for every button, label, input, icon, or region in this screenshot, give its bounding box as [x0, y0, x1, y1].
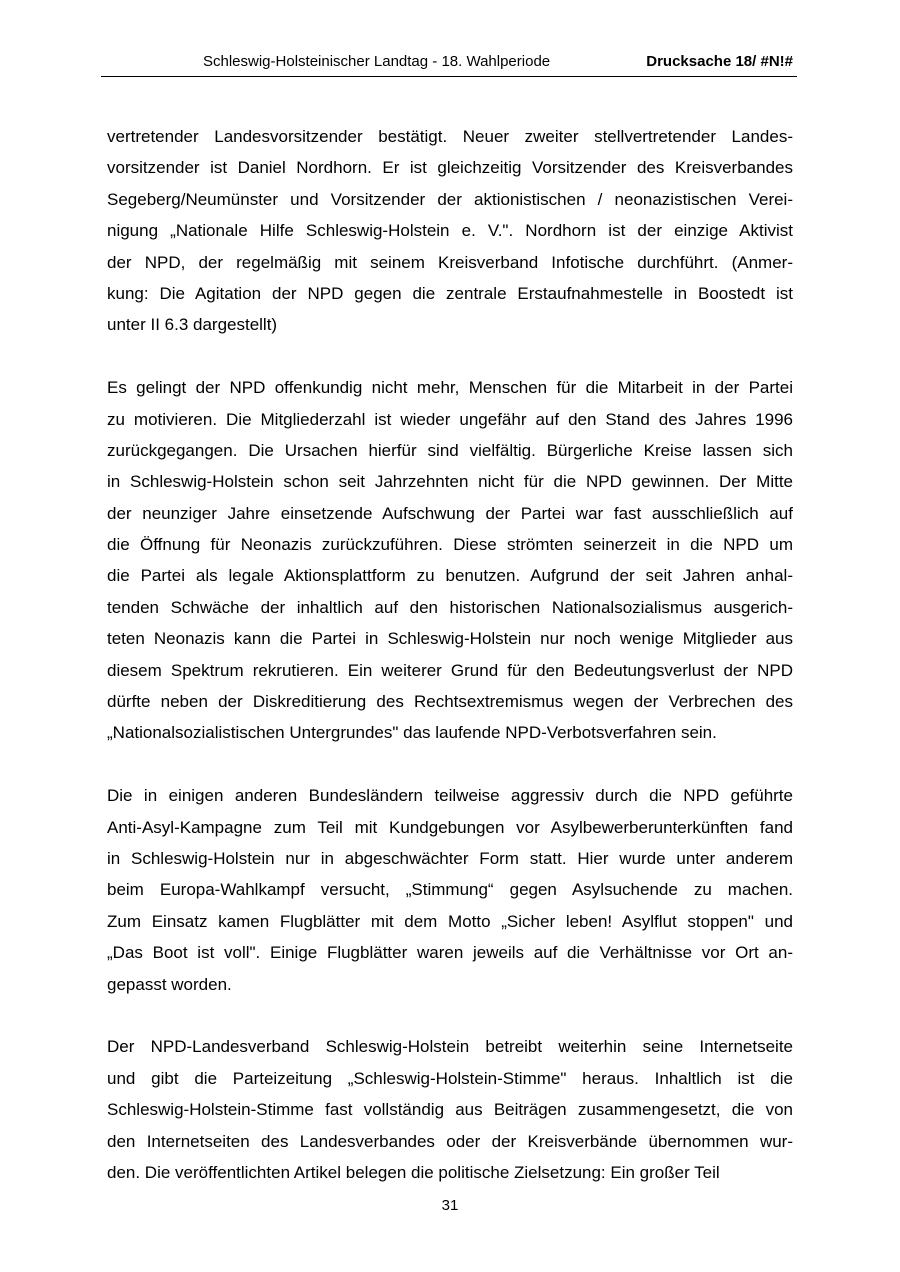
text-line: zurückgegangen. Die Ursachen hierfür sind vielfältig. Bürgerliche Kreise lassen sich [107, 440, 793, 460]
text-line: Segeberg/Neumünster und Vorsitzender der aktionistischen / neonazistischen Verei- [107, 189, 793, 209]
paragraph [107, 780, 793, 1000]
text-line: gepasst worden. [107, 974, 232, 994]
text-line: Anti-Asyl-Kampagne zum Teil mit Kundgebungen vor Asylbewerberunterkünften fand [107, 817, 793, 837]
text-line: der neunziger Jahre einsetzende Aufschwung der Partei war fast ausschließlich auf [107, 503, 793, 523]
text-line: beim Europa-Wahlkampf versucht, „Stimmung“ gegen Asylsuchende zu machen. [107, 880, 793, 900]
paragraph [107, 1031, 793, 1188]
header-title: Schleswig-Holsteinischer Landtag - 18. Wahlperiode [203, 53, 551, 70]
text-line: Zum Einsatz kamen Flugblätter mit dem Motto „Sicher leben! Asylflut stoppen" und [107, 911, 793, 931]
header-divider [101, 76, 797, 77]
text-line: die Öffnung für Neonazis zurückzuführen. Diese strömten seinerzeit in die NPD um [107, 535, 793, 555]
text-line: Es gelingt der NPD offenkundig nicht mehr, Menschen für die Mitarbeit in der Partei [107, 378, 793, 398]
text-line: tenden Schwäche der inhaltlich auf den historischen Nationalsozialismus ausgerich- [107, 597, 793, 617]
text-line: den. Die veröffentlichten Artikel belegen die politische Zielsetzung: Ein großer Teil [107, 1162, 720, 1182]
page-number: 31 [441, 1197, 459, 1214]
text-line: diesem Spektrum rekrutieren. Ein weiterer Grund für den Bedeutungsverlust der NPD [107, 660, 793, 680]
text-line: die Partei als legale Aktionsplattform zu benutzen. Aufgrund der seit Jahren anhal- [107, 566, 793, 586]
document-number: Drucksache 18/ #N!# [646, 53, 793, 70]
text-line: teten Neonazis kann die Partei in Schleswig-Holstein nur noch wenige Mitglieder aus [107, 629, 793, 649]
text-line: „Nationalsozialistischen Untergrundes" das laufende NPD-Verbotsverfahren sein. [107, 723, 717, 743]
body-text [107, 121, 793, 1188]
text-line: vorsitzender ist Daniel Nordhorn. Er ist gleichzeitig Vorsitzender des Kreisverbandes [107, 158, 793, 178]
text-line: unter II 6.3 dargestellt) [107, 315, 278, 335]
text-line: „Das Boot ist voll". Einige Flugblätter waren jeweils auf die Verhältnisse vor Ort an- [107, 943, 793, 963]
text-line: Die in einigen anderen Bundesländern teilweise aggressiv durch die NPD geführte [107, 786, 793, 806]
text-line: Schleswig-Holstein-Stimme fast vollständig aus Beiträgen zusammengesetzt, die von [107, 1100, 793, 1120]
text-line: in Schleswig-Holstein nur in abgeschwächter Form statt. Hier wurde unter anderem [107, 848, 793, 868]
text-line: vertretender Landesvorsitzender bestätigt. Neuer zweiter stellvertretender Landes- [107, 127, 793, 146]
text-line: Der NPD-Landesverband Schleswig-Holstein betreibt weiterhin seine Internetseite [107, 1037, 793, 1057]
paragraph [107, 372, 793, 749]
text-line: den Internetseiten des Landesverbandes oder der Kreisverbände übernommen wur- [107, 1131, 793, 1151]
text-line: nigung „Nationale Hilfe Schleswig-Holstein e. V.". Nordhorn ist der einzige Aktivist [107, 221, 793, 241]
text-line: der NPD, der regelmäßig mit seinem Kreisverband Infotische durchführt. (Anmer- [107, 252, 793, 272]
text-line: kung: Die Agitation der NPD gegen die zentrale Erstaufnahmestelle in Boostedt ist [107, 283, 793, 303]
text-line: dürfte neben der Diskreditierung des Rechtsextremismus wegen der Verbrechen des [107, 692, 793, 712]
paragraph [107, 121, 793, 341]
text-line: zu motivieren. Die Mitgliederzahl ist wieder ungefähr auf den Stand des Jahres 1996 [107, 409, 793, 429]
text-line: und gibt die Parteizeitung „Schleswig-Holstein-Stimme" heraus. Inhaltlich ist die [107, 1068, 793, 1088]
text-line: in Schleswig-Holstein schon seit Jahrzehnten nicht für die NPD gewinnen. Der Mitte [107, 472, 793, 492]
page-header [101, 52, 797, 76]
